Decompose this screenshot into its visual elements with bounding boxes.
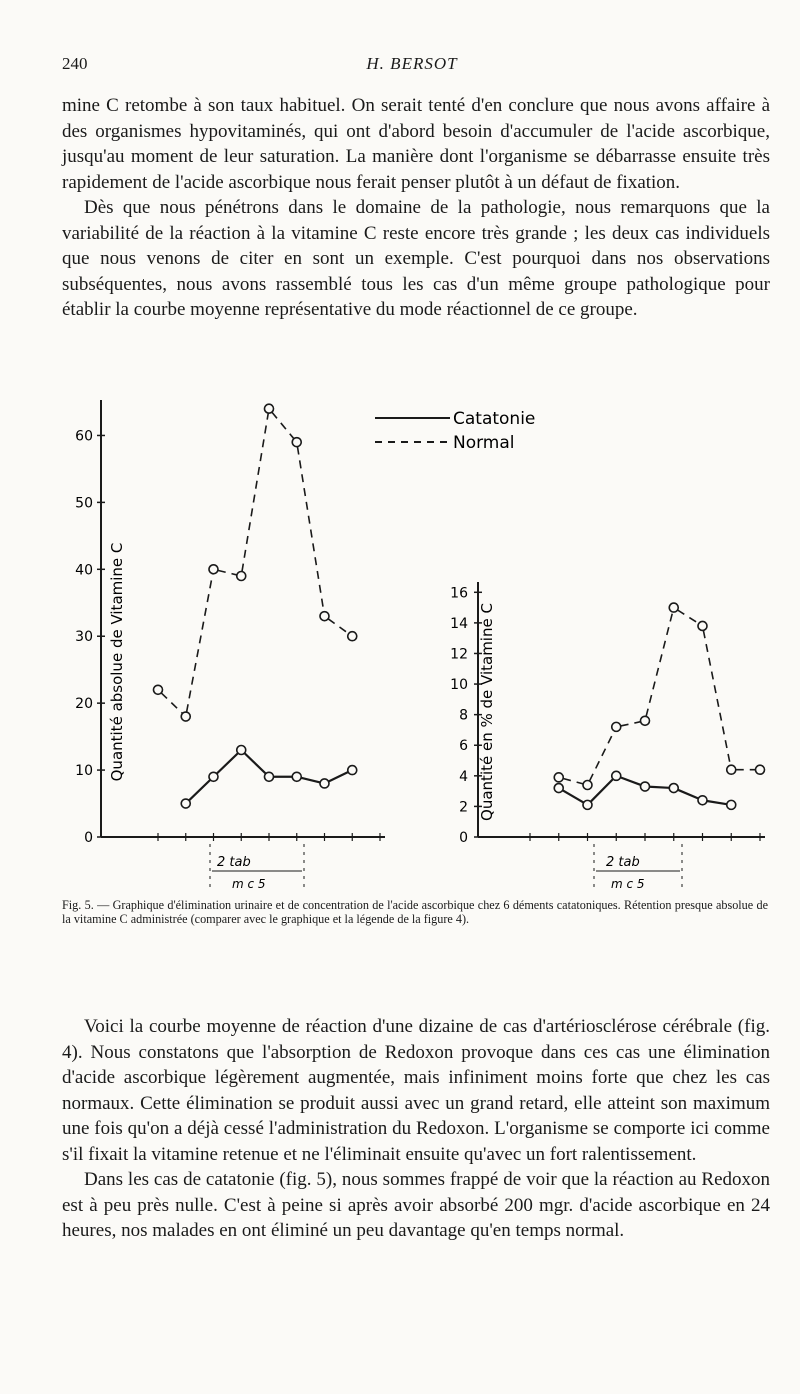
y-tick-label: 10 xyxy=(75,763,93,780)
data-point xyxy=(554,773,563,782)
left-chart xyxy=(75,400,385,892)
right-chart xyxy=(450,582,765,892)
legend-solid-label: Catatonie xyxy=(453,409,536,429)
data-point xyxy=(181,712,190,721)
series-segment xyxy=(678,610,699,624)
y-tick-label: 20 xyxy=(75,696,93,713)
data-point xyxy=(292,772,301,781)
series-normal xyxy=(554,603,764,789)
legend-dashed-label: Normal xyxy=(453,433,515,453)
left-treatment-dose: 2 tab xyxy=(217,855,251,870)
series-segment xyxy=(621,722,641,726)
data-point xyxy=(698,796,707,805)
y-tick-label: 12 xyxy=(450,646,468,663)
series-segment xyxy=(589,731,614,781)
data-point xyxy=(583,781,592,790)
y-tick-label: 0 xyxy=(84,830,93,846)
series-segment xyxy=(244,753,265,774)
data-point xyxy=(348,766,357,775)
data-point xyxy=(698,621,707,630)
data-point xyxy=(237,746,246,755)
figure-svg xyxy=(60,392,780,892)
data-point xyxy=(641,782,650,791)
series-segment xyxy=(707,801,727,804)
data-point xyxy=(181,799,190,808)
y-tick-label: 0 xyxy=(459,830,468,846)
right-y-axis-label: Quantité en % de Vitamine C xyxy=(478,603,496,821)
data-point xyxy=(669,603,678,612)
page-number: 240 xyxy=(62,54,88,73)
data-point xyxy=(727,765,736,774)
data-point xyxy=(756,765,765,774)
series-segment xyxy=(620,777,640,785)
series-segment xyxy=(328,619,348,634)
data-point xyxy=(348,632,357,641)
paragraph: mine C retombe à son taux habituel. On serait tenté d'en conclure que nous avons affaire à des organismes hypovitaminés, qui ont d'abord besoin d'accumuler de l'acide ascorbique, jusqu'au moment de leur saturation. La manière dont l'organisme se débarrasse ensuite très rapidement de l'acide ascorbique nous ferait penser plutôt à un défaut de fixation. xyxy=(62,95,770,193)
data-point xyxy=(612,771,621,780)
data-point xyxy=(237,572,246,581)
right-treatment-unit: m c 5 xyxy=(611,877,645,891)
left-y-axis-label: Quantité absolue de Vitamine C xyxy=(108,542,126,782)
y-tick-label: 6 xyxy=(459,738,468,755)
y-tick-label: 50 xyxy=(75,495,93,512)
series-segment xyxy=(329,772,349,781)
y-tick-label: 2 xyxy=(459,799,468,816)
y-tick-label: 40 xyxy=(75,562,93,579)
series-segment xyxy=(242,413,268,571)
data-point xyxy=(292,438,301,447)
series-catatonie xyxy=(181,746,357,809)
y-tick-label: 30 xyxy=(75,629,93,646)
series-segment xyxy=(217,753,238,774)
series-segment xyxy=(301,778,320,783)
running-head: H. BERSOT xyxy=(366,54,458,73)
legend xyxy=(375,409,535,453)
paragraph: Voici la courbe moyenne de réaction d'une dizaine de cas d'artériosclérose cérébrale (fig. 4). Nous constatons que l'absorption de Redoxon provoque dans ces cas une élimination d'acide ascorbique légèrement augmentée, mais infiniment moins forte que chez les cas normaux. Cette élimination se produit aussi avec un grand retard, elle atteint son maximum une fois qu'on a déjà cessé l'administration du Redoxon. L'organisme se comporte ici comme s'il fixait la vitamine retenue et ne l'éliminait ensuite qu'avec un fort ralentissement. xyxy=(62,1016,770,1165)
data-point xyxy=(320,612,329,621)
left-treatment-unit: m c 5 xyxy=(232,877,266,891)
data-point xyxy=(641,716,650,725)
body-text-top xyxy=(62,93,770,323)
data-point xyxy=(583,800,592,809)
data-point xyxy=(727,800,736,809)
y-tick-label: 60 xyxy=(75,428,93,445)
page-header xyxy=(62,54,762,80)
caption-label: Fig. 5. xyxy=(62,898,94,912)
series-segment xyxy=(272,412,294,439)
caption-text: — Graphique d'élimination urinaire et de concentration de l'acide ascorbique chez 6 déments catatoniques. Rétention presque absolue de la vitamine C administrée (comparer avec le graphique et la légende de la figure 4). xyxy=(62,898,769,926)
data-point xyxy=(209,772,218,781)
y-tick-label: 8 xyxy=(459,707,468,724)
figure-caption xyxy=(62,898,768,926)
series-segment xyxy=(297,447,323,612)
data-point xyxy=(320,779,329,788)
y-tick-label: 10 xyxy=(450,677,468,694)
y-tick-label: 4 xyxy=(459,768,468,785)
series-segment xyxy=(189,780,210,801)
series-normal xyxy=(154,404,357,721)
series-segment xyxy=(563,779,583,784)
series-segment xyxy=(646,612,673,716)
series-catatonie xyxy=(554,771,736,809)
left-series xyxy=(154,404,357,808)
right-series xyxy=(554,603,764,809)
paragraph: Dès que nous pénétrons dans le domaine de la pathologie, nous remarquons que la variabilité de la réaction à la vitamine C reste encore très grande ; les deux cas individuels que nous venons de citer en sont un exemple. C'est pourquoi dans nos observations subséquentes, nous avons rassemblé tous les cas d'un même groupe pathologique pour établir la courbe moyenne représentative du mode réactionnel de ce groupe. xyxy=(62,197,770,320)
figure-5 xyxy=(60,392,780,892)
series-segment xyxy=(218,570,237,575)
y-tick-label: 14 xyxy=(450,615,468,632)
series-segment xyxy=(563,790,584,802)
data-point xyxy=(612,722,621,731)
data-point xyxy=(554,784,563,793)
series-segment xyxy=(649,787,669,788)
series-segment xyxy=(161,693,182,714)
body-text-bottom xyxy=(62,1014,770,1244)
series-segment xyxy=(187,574,213,712)
data-point xyxy=(669,784,678,793)
series-segment xyxy=(678,790,698,799)
series-segment xyxy=(591,779,613,802)
data-point xyxy=(265,404,274,413)
paragraph: Dans les cas de catatonie (fig. 5), nous sommes frappé de voir que la réaction au Redoxon est à peu près nulle. C'est à peine si après avoir absorbé 200 mgr. d'acide ascorbique en 24 heures, nos malades en ont éliminé un peu davantage qu'en temps normal. xyxy=(62,1169,770,1241)
data-point xyxy=(154,685,163,694)
data-point xyxy=(209,565,218,574)
data-point xyxy=(265,772,274,781)
series-segment xyxy=(703,630,730,765)
y-tick-label: 16 xyxy=(450,585,468,602)
right-treatment-dose: 2 tab xyxy=(606,855,640,870)
